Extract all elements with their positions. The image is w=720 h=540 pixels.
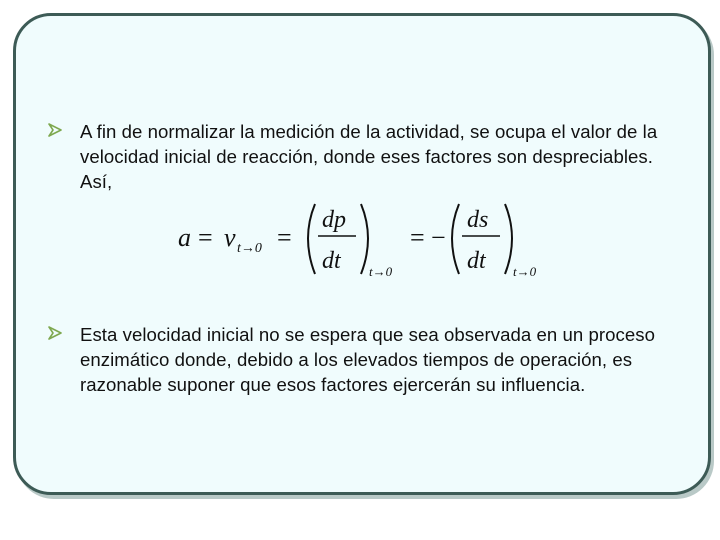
eq-frac2-denominator: dt <box>467 248 486 274</box>
eq-frac2-numerator: ds <box>467 207 489 233</box>
eq-frac1-subscript: t→0 <box>369 264 393 279</box>
bullet-item-2 <box>48 322 708 397</box>
eq-paren-close-2 <box>505 204 512 274</box>
eq-frac1-numerator: dp <box>322 207 346 233</box>
eq-lhs-a: a <box>178 223 191 252</box>
eq-v: v <box>224 223 236 252</box>
eq-v-subscript: t→0 <box>237 241 262 256</box>
eq-equals-1: = <box>198 223 213 252</box>
bullet-2-line-3: razonable suponer que esos factores ejercerán su influencia. <box>80 374 586 395</box>
bullet-1-line-2: velocidad inicial de reacción, donde eses factores son despreciables. <box>80 146 653 167</box>
eq-frac2-subscript: t→0 <box>513 264 537 279</box>
initial-velocity-equation <box>170 196 570 286</box>
arrow-bullet-icon <box>48 119 80 142</box>
eq-equals-2: = <box>277 223 292 252</box>
eq-equals-3: = <box>410 223 425 252</box>
bullet-1-line-1: A fin de normalizar la medición de la actividad, se ocupa el valor de la <box>80 121 658 142</box>
eq-minus: − <box>431 223 446 252</box>
eq-frac1-denominator: dt <box>322 248 341 274</box>
bullet-2-line-2: enzimático donde, debido a los elevados tiempos de operación, es <box>80 349 633 370</box>
bullet-text-1 <box>80 119 657 194</box>
bullet-1-line-3: Así, <box>80 171 113 192</box>
eq-paren-open-2 <box>452 204 459 274</box>
arrow-bullet-icon <box>48 322 80 345</box>
bullet-item-1 <box>48 119 708 194</box>
eq-paren-open-1 <box>308 204 315 274</box>
eq-paren-close-1 <box>361 204 368 274</box>
bullet-2-line-1: Esta velocidad inicial no se espera que sea observada en un proceso <box>80 324 655 345</box>
bullet-text-2 <box>80 322 655 397</box>
